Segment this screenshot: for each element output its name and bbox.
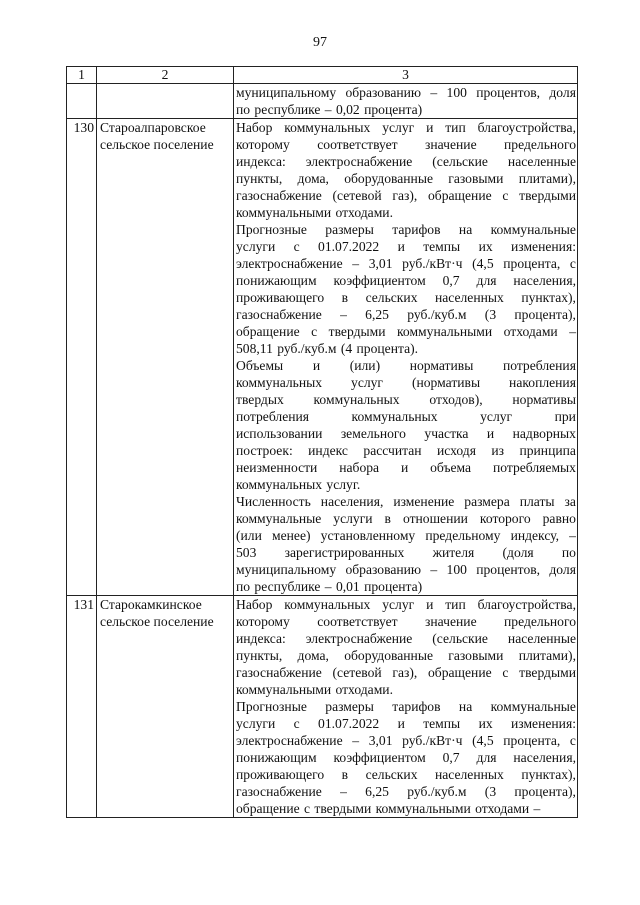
table-row: [67, 119, 578, 596]
text-line: Набор коммунальных услуг и тип благоустройства,: [236, 120, 576, 135]
text-line: проживающего в сельских населенных пунктах),: [236, 290, 576, 305]
column-header-2: 2: [97, 67, 234, 84]
description-cell: [234, 596, 578, 818]
settlement-name: [97, 84, 234, 119]
header-row: [67, 67, 578, 84]
text-line: 508,11 руб./куб.м (4 процента).: [236, 341, 419, 356]
text-line: индекса: электроснабжение (сельские населенные: [236, 154, 576, 169]
text-line: по республике – 0,02 процента): [236, 102, 423, 117]
text-line: газоснабжение (сетевой газ), обращение с твердыми: [236, 665, 576, 680]
text-line: по республике – 0,01 процента): [236, 579, 423, 594]
text-line: Объемы и (или) нормативы потребления: [236, 358, 576, 373]
text-line: обращение с твердыми коммунальными отходами –: [236, 324, 576, 339]
tariff-table: [66, 66, 578, 818]
text-line: проживающего в сельских населенных пунктах),: [236, 767, 576, 782]
text-line: понижающим коэффициентом 0,7 для населения,: [236, 750, 576, 765]
text-line: пункты, дома, оборудованные газовыми плитами),: [236, 171, 576, 186]
description-cell: [234, 119, 578, 596]
text-line: газоснабжение (сетевой газ), обращение с твердыми: [236, 188, 576, 203]
text-line: индекса: электроснабжение (сельские населенные: [236, 631, 576, 646]
text-line: услуги с 01.07.2022 и темпы их изменения:: [236, 716, 576, 731]
column-header-1: 1: [67, 67, 97, 84]
table-row: [67, 84, 578, 119]
text-line: которому соответствует значение предельного: [236, 137, 576, 152]
page-number: 97: [313, 35, 327, 50]
row-number: [67, 84, 97, 119]
description-cell: [234, 84, 578, 119]
text-line: неизменности набора и объема потребляемых: [236, 460, 576, 475]
table-header: [67, 67, 578, 84]
text-line: услуги с 01.07.2022 и темпы их изменения:: [236, 239, 576, 254]
settlement-name: Староалпаровское сельское поселение: [97, 119, 234, 596]
text-line: коммунальными отходами.: [236, 205, 393, 220]
row-number: 130: [67, 119, 97, 596]
text-line: использовании земельного участка и надворных: [236, 426, 576, 441]
text-line: построек: индекс рассчитан исходя из принципа: [236, 443, 576, 458]
text-line: Прогнозные размеры тарифов на коммунальные: [236, 222, 576, 237]
text-line: муниципальному образованию – 100 процентов, доля: [236, 85, 576, 100]
text-line: (или менее) установленному предельному индексу, –: [236, 528, 576, 543]
text-line: обращение с твердыми коммунальными отходами –: [236, 801, 541, 816]
settlement-name: Старокамкинское сельское поселение: [97, 596, 234, 818]
text-line: которому соответствует значение предельного: [236, 614, 576, 629]
text-line: электроснабжение – 3,01 руб./кВт·ч (4,5 процента, с: [236, 733, 576, 748]
text-line: пункты, дома, оборудованные газовыми плитами),: [236, 648, 576, 663]
text-line: коммунальных услуг (нормативы накопления: [236, 375, 576, 390]
column-header-3: 3: [234, 67, 578, 84]
text-line: газоснабжение – 6,25 руб./куб.м (3 процента),: [236, 784, 576, 799]
text-line: коммунальных услуг.: [236, 477, 361, 492]
row-number: 131: [67, 596, 97, 818]
text-line: Набор коммунальных услуг и тип благоустройства,: [236, 597, 576, 612]
text-line: твердых коммунальных отходов), нормативы: [236, 392, 576, 407]
text-line: коммунальными отходами.: [236, 682, 393, 697]
text-line: коммунальные услуги в отношении которого равно: [236, 511, 576, 526]
text-line: потребления коммунальных услуг при: [236, 409, 576, 424]
text-line: Численность населения, изменение размера платы за: [236, 494, 576, 509]
text-line: 503 зарегистрированных жителя (доля по: [236, 545, 576, 560]
table-row: [67, 596, 578, 818]
text-line: понижающим коэффициентом 0,7 для населения,: [236, 273, 576, 288]
text-line: электроснабжение – 3,01 руб./кВт·ч (4,5 процента, с: [236, 256, 576, 271]
text-line: газоснабжение – 6,25 руб./куб.м (3 процента),: [236, 307, 576, 322]
text-line: муниципальному образованию – 100 процентов, доля: [236, 562, 576, 577]
text-line: Прогнозные размеры тарифов на коммунальные: [236, 699, 576, 714]
